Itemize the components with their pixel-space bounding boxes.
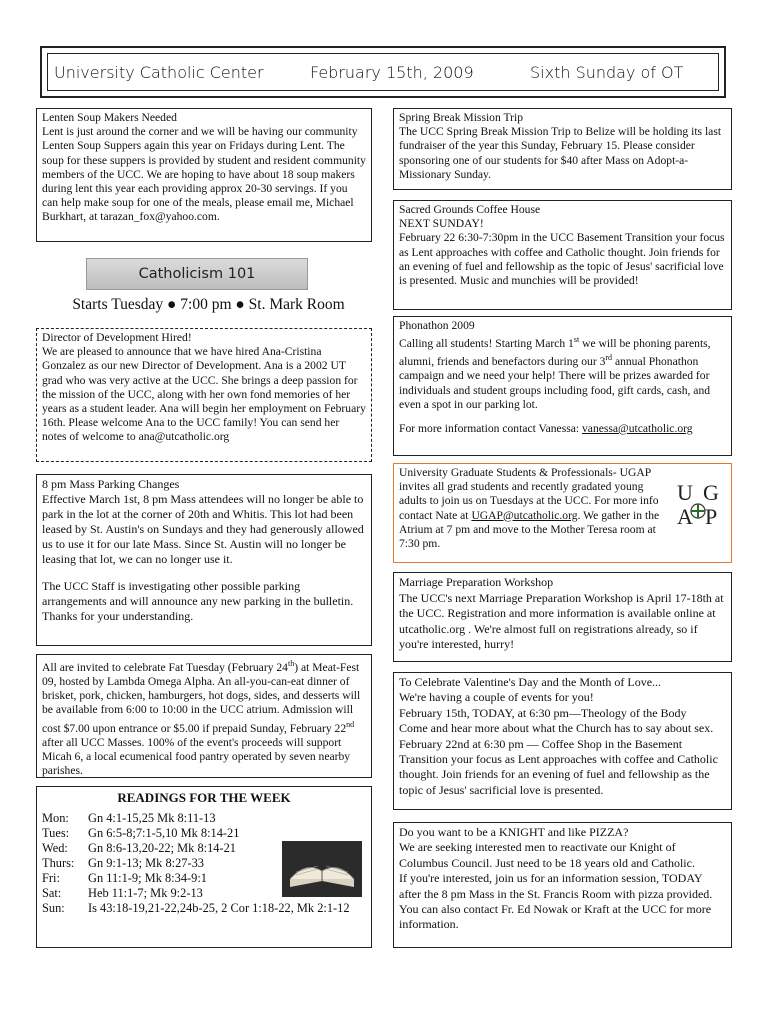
ugap-email-link[interactable]: UGAP@utcatholic.org: [471, 508, 578, 522]
reading-day: Thurs:: [42, 856, 75, 871]
ugap-logo: [675, 480, 725, 536]
cross-icon: [689, 502, 707, 520]
reading-row: [42, 901, 366, 916]
soup-body: Lent is just around the corner and we will be having our community Lenten Soup Suppers again this year on Fridays during Lent. The soup for these suppers is provided by student and resident community members of the UCC. We are hoping to have about 18 soup makers during lent this year each providing approx 20-30 servings. If you can help make soup for one of the meals, please email me, Michael Burkhart, at tarazan_fox@yahoo.com.: [42, 125, 366, 224]
director-notice: [36, 328, 372, 462]
phonathon-sup-2: rd: [605, 353, 613, 363]
valentine-line-5: Transition your focus as Lent approaches with coffee and Catholic thought. Join friends for an evening of fuel and fellowship as the topic of Jesus' sacrificial love is presented.: [399, 752, 718, 797]
director-title: Director of Development Hired!: [42, 331, 192, 344]
fat-tuesday-notice: [36, 654, 372, 778]
reading-day: Sun:: [42, 901, 65, 916]
reading-text: Gn 8:6-13,20-22; Mk 8:14-21: [88, 841, 236, 856]
ugap-logo-letter: U: [677, 480, 693, 505]
catholicism-101-schedule: Starts Tuesday ● 7:00 pm ● St. Mark Room: [72, 296, 345, 313]
phonathon-email-link[interactable]: vanessa@utcatholic.org: [582, 421, 693, 435]
phonathon-contact-label: For more information contact Vanessa:: [399, 421, 580, 435]
valentine-line-4: February 22nd at 6:30 pm — Coffee Shop in the Basement: [399, 736, 683, 751]
coffee-body: February 22 6:30-7:30pm in the UCC Basement Transition your focus as Lent approaches with coffee and Catholic thought. Join friends for an evening of fuel and fellowship as the topic of Jesus' sacrificial love is presented. Music and munchies will be provided!: [399, 231, 725, 288]
valentine-title: To Celebrate Valentine's Day and the Month of Love...: [399, 675, 662, 689]
ugap-logo-letter: A: [677, 504, 693, 529]
marriage-title: Marriage Preparation Workshop: [399, 575, 554, 589]
ugap-body: [399, 480, 667, 551]
reading-day: Sat:: [42, 886, 62, 901]
reading-row: [42, 826, 366, 841]
fat-tuesday-body: [42, 657, 366, 778]
valentine-line-1: We're having a couple of events for you!: [399, 690, 594, 705]
parking-notice: [36, 474, 372, 646]
knight-body-2: If you're interested, join us for an information session, TODAY after the 8 pm Mass in the St. Francis Room with pizza provided. You can also contact Fr. Ed Nowak or Kraft at the UCC for more information.: [399, 871, 713, 932]
knight-body-1: We are seeking interested men to reactivate our Knight of Columbus Council. Just need to be 18 years old and Catholic.: [399, 840, 695, 870]
reading-day: Mon:: [42, 811, 69, 826]
liturgical-sunday: Sixth Sunday of OT: [530, 62, 684, 82]
reading-row: [42, 811, 366, 826]
phonathon-text-c: annual Phonathon campaign and we need your help! There will be prizes awarded for individuals and student groups including food, gift cards, cash, and even a spot in our parking lot.: [399, 355, 711, 411]
readings-box: [36, 786, 372, 948]
knight-title: Do you want to be a KNIGHT and like PIZZA?: [399, 825, 629, 839]
bulletin-date: February 15th, 2009: [310, 62, 474, 82]
phonathon-text-b: we will be phoning parents, alumni, friends and benefactors during our 3: [399, 337, 711, 369]
parking-body-2: The UCC Staff is investigating other possible parking arrangements and will announce any new parking in the bulletin. Thanks for your understanding.: [42, 579, 354, 623]
spring-body: The UCC Spring Break Mission Trip to Belize will be holding its last fundraiser of the year this Sunday, February 15. Please consider sponsoring one of our students for $40 after Mass on Adopt-a-Missionary Sunday.: [399, 125, 722, 181]
ugap-logo-letter: G: [703, 480, 719, 505]
knight-notice: [393, 822, 732, 948]
reading-text: Heb 11:1-7; Mk 9:2-13: [88, 886, 203, 901]
phonathon-sup-1: st: [573, 335, 580, 345]
reading-text: Gn 4:1-15,25 Mk 8:11-13: [88, 811, 216, 826]
ugap-text-b: . We gather in the Atrium at 7 pm and move to the Mother Teresa room at 7:30 pm.: [399, 508, 660, 551]
valentine-notice: [393, 672, 732, 810]
coffee-next: NEXT SUNDAY!: [399, 217, 484, 231]
bulletin-header-inner: [47, 53, 719, 91]
marriage-prep-notice: [393, 572, 732, 662]
ugap-notice: [393, 463, 732, 563]
org-name: University Catholic Center: [54, 62, 264, 82]
catholicism-101-banner: Catholicism 101: [86, 258, 308, 290]
parking-title: 8 pm Mass Parking Changes: [42, 477, 180, 491]
marriage-body: The UCC's next Marriage Preparation Workshop is April 17-18th at the UCC. Registration and more information is available online at utcatholic.org . We're almost full on registrations already, so if you're interested, hurry!: [399, 590, 724, 651]
spring-title: Spring Break Mission Trip: [399, 111, 524, 124]
valentine-line-2: February 15th, TODAY, at 6:30 pm—Theology of the Body: [399, 705, 687, 720]
reading-day: Tues:: [42, 826, 70, 841]
fat-tuesday-sup-1: th: [287, 659, 295, 668]
readings-title: READINGS FOR THE WEEK: [117, 790, 291, 805]
fat-tuesday-text-c: after all UCC Masses. 100% of the event's proceeds will support Micah 6, a local ecumenical food pantry operated by seven nearby parishes.: [42, 735, 351, 778]
coffee-house-notice: [393, 200, 732, 310]
phonathon-title: Phonathon 2009: [399, 319, 475, 332]
bulletin-header: [40, 46, 726, 98]
phonathon-contact: [399, 422, 726, 436]
bible-image: [282, 841, 362, 897]
ugap-text-a: invites all grad students and recently gradated young adults to join us on Tuesdays at the UCC. For more info contact Nate at: [399, 480, 659, 522]
director-body: We are pleased to announce that we have hired Ana-Cristina Gonzalez as our new Director of Development. Ana is a 2002 UT grad who was very active at the UCC. She brings a deep passion for the mission of the UCC, along with her own fond memories of her years as a student leader. Ana will begin her employment on February 16th. Please welcome Ana to the UCC family! You can send her notes of welcome to ana@utcatholic.org: [42, 345, 366, 444]
spring-break-notice: [393, 108, 732, 190]
phonathon-body: [399, 333, 726, 412]
soup-makers-notice: [36, 108, 372, 242]
parking-body-1: Effective March 1st, 8 pm Mass attendees will no longer be able to park in the lot at the corner of 20th and Whitis. This lot had been leased by St. Austin's on Sundays and they had generously allowed us to use it for our late Mass. Since St. Austin will no longer be leasing that lot, we can no longer use it.: [42, 492, 364, 566]
phonathon-text-a: Calling all students! Starting March 1: [399, 337, 574, 351]
fat-tuesday-text-a: All are invited to celebrate Fat Tuesday (February 24: [42, 660, 288, 674]
ugap-title: University Graduate Students & Professionals- UGAP: [399, 466, 652, 479]
reading-text: Gn 11:1-9; Mk 8:34-9:1: [88, 871, 207, 886]
reading-text: Is 43:18-19,21-22,24b-25, 2 Cor 1:18-22, Mk 2:1-12: [88, 901, 350, 916]
fat-tuesday-text-b: ) at Meat-Fest 09, hosted by Lambda Omega Alpha. An all-you-can-eat dinner of brisket, pork, chicken, hamburgers, hot dogs, sides, and desserts will be available from 6:00 to 10:00 in the UCC atrium. Admission will cost $7.00 upon entrance or $5.00 if prepaid Sunday, February 22: [42, 660, 361, 735]
ugap-logo-letter: P: [705, 504, 718, 529]
reading-day: Wed:: [42, 841, 68, 856]
fat-tuesday-sup-2: nd: [346, 719, 355, 729]
soup-title: Lenten Soup Makers Needed: [42, 111, 177, 124]
reading-text: Gn 6:5-8;7:1-5,10 Mk 8:14-21: [88, 826, 240, 841]
coffee-title: Sacred Grounds Coffee House: [399, 203, 541, 216]
phonathon-notice: [393, 316, 732, 456]
valentine-line-3: Come and hear more about what the Church has to say about sex.: [399, 721, 714, 736]
reading-text: Gn 9:1-13; Mk 8:27-33: [88, 856, 204, 871]
reading-day: Fri:: [42, 871, 60, 886]
